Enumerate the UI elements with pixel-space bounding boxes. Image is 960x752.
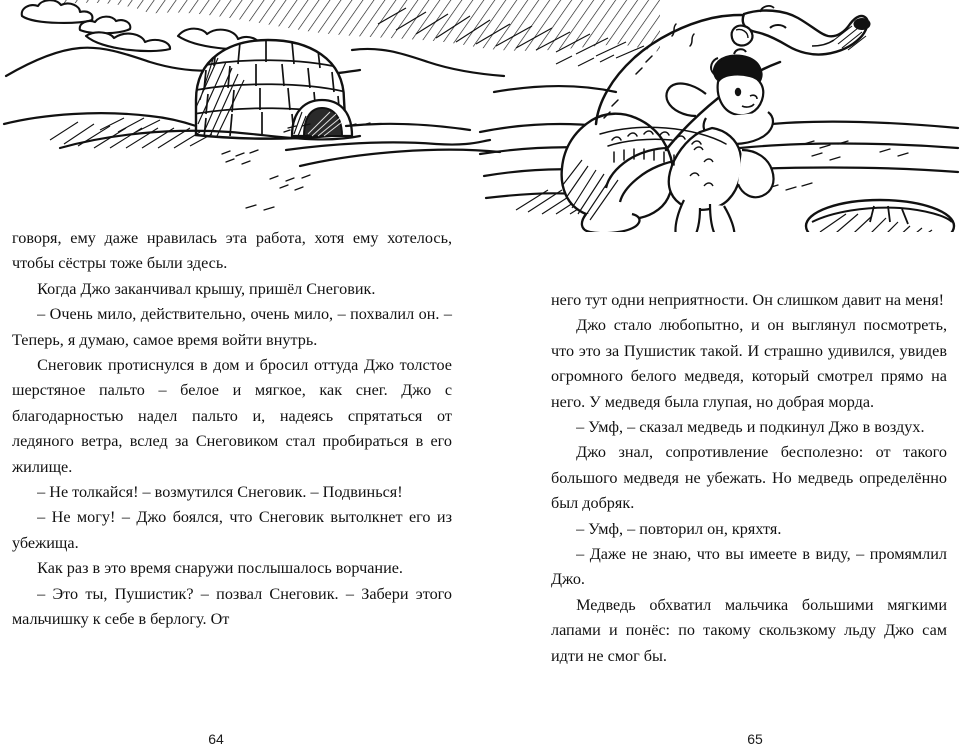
cloud-icon <box>22 0 131 33</box>
paragraph: Как раз в это время снаружи послышалось ворчание. <box>37 559 403 578</box>
igloo <box>194 40 352 140</box>
paragraph: – Это ты, Пушистик? – позвал Снеговик. – Забери этого мальчишку к себе в берлогу. От <box>12 584 452 629</box>
paragraph: него тут одни неприятности. Он слишком давит на меня! <box>551 291 945 309</box>
paragraph: – Не толкайся! – возмутился Снеговик. – Подвинься! <box>37 483 403 502</box>
paragraph: – Даже не знаю, что вы имеете в виду, – промямлил Джо. <box>551 545 947 589</box>
paragraph: – Очень мило, действительно, очень мило, – похвалил он. – Теперь, я думаю, самое время войти внутрь. <box>12 305 452 349</box>
paragraph: – Умф, – сказал медведь и подкинул Джо в воздух. <box>576 418 925 437</box>
right-page-text-column <box>551 288 947 669</box>
ice-hole <box>806 200 954 232</box>
paragraph: говоря, ему даже нравилась эта работа, хотя ему хотелось, чтобы сёстры тоже были здесь. <box>12 229 452 273</box>
paragraph: Когда Джо заканчивал крышу, пришёл Снеговик. <box>37 279 376 298</box>
paragraph: Джо знал, сопротивление бесполезно: от такого большого медведя не убежать. Но медведь определённо был добряк. <box>551 443 947 513</box>
bear-nose <box>854 18 871 30</box>
paragraph: Снеговик протиснулся в дом и бросил оттуда Джо толстое шерстяное пальто – белое и мягкое, как снег. Джо с благодарностью надел пальто и, надеясь спрятаться от ледяного ветра, вслед за Снеговиком стал пробираться в его жилище. <box>12 356 452 476</box>
page-number-left: 64 <box>208 731 224 747</box>
paragraph: Джо стало любопытно, и он выглянул посмотреть, что это за Пушистик такой. И страшно удивился, увидев огромного белого медведя, который смотрел прямо на него. У медведя была глупая, но добрая морда. <box>551 316 947 411</box>
chapter-illustration <box>0 0 960 232</box>
paragraph: Медведь обхватил мальчика большими мягкими лапами и понёс: по такому скользкому льду Джо сам идти не смог бы. <box>551 595 947 665</box>
boy-eye <box>735 88 741 96</box>
page-number-right: 65 <box>747 731 763 747</box>
paragraph: – Умф, – повторил он, кряхтя. <box>576 519 782 538</box>
paragraph: – Не могу! – Джо боялся, что Снеговик вытолкнет его из убежища. <box>12 508 452 552</box>
bear-ear <box>732 26 753 46</box>
left-page-text-column <box>12 226 452 633</box>
illustration-artwork <box>0 0 960 232</box>
